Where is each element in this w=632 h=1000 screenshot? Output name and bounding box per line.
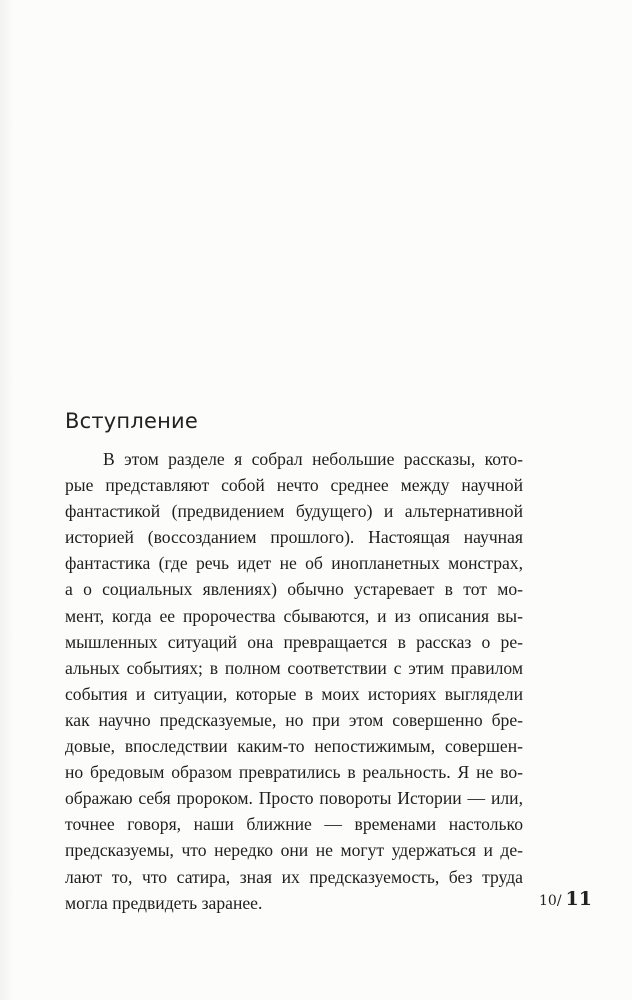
- text-line: фантастикой (предвидением будущего) и альтернативной: [65, 501, 523, 522]
- page-number-left: 10: [539, 893, 557, 909]
- text-line: но бредовым образом превратились в реальность. Я не во-: [65, 762, 523, 783]
- text-line: ображаю себя пророком. Просто повороты Истории — или,: [65, 788, 523, 809]
- page-number: [539, 888, 592, 910]
- text-line: могла предвидеть заранее.: [65, 892, 263, 913]
- text-line: фантастика (где речь идет не об инопланетных монстрах,: [65, 553, 523, 574]
- text-line: как научно предсказуемые, но при этом совершенно бре-: [65, 709, 523, 730]
- page-number-separator: /: [556, 893, 562, 909]
- text-line: мышленных ситуаций она превращается в рассказ о ре-: [65, 631, 523, 652]
- text-line: события и ситуации, которые в моих историях выглядели: [65, 683, 523, 704]
- body-paragraph: [65, 446, 523, 916]
- text-line: а о социальных явлениях) обычно устаревает в тот мо-: [65, 579, 523, 600]
- text-line: довые, впоследствии каким-то непостижимым, совершен-: [65, 736, 523, 757]
- page-number-right: 11: [565, 888, 592, 910]
- text-line: лают то, что сатира, зная их предсказуемость, без труда: [65, 866, 523, 887]
- text-line: предсказуемы, что нередко они не могут удержаться и де-: [65, 840, 523, 861]
- text-line: мент, когда ее пророчества сбываются, и из описания вы-: [65, 605, 523, 626]
- text-line: рые представляют собой нечто среднее между научной: [65, 475, 523, 496]
- text-line: точнее говоря, наши ближние — временами настолько: [65, 814, 523, 835]
- text-line: альных событиях; в полном соответствии с этим правилом: [65, 657, 523, 678]
- text-line: В этом разделе я собрал небольшие рассказы, кото-: [103, 449, 523, 469]
- section-title: Вступление: [65, 409, 198, 433]
- text-line: историей (воссозданием прошлого). Настоящая научная: [65, 527, 523, 548]
